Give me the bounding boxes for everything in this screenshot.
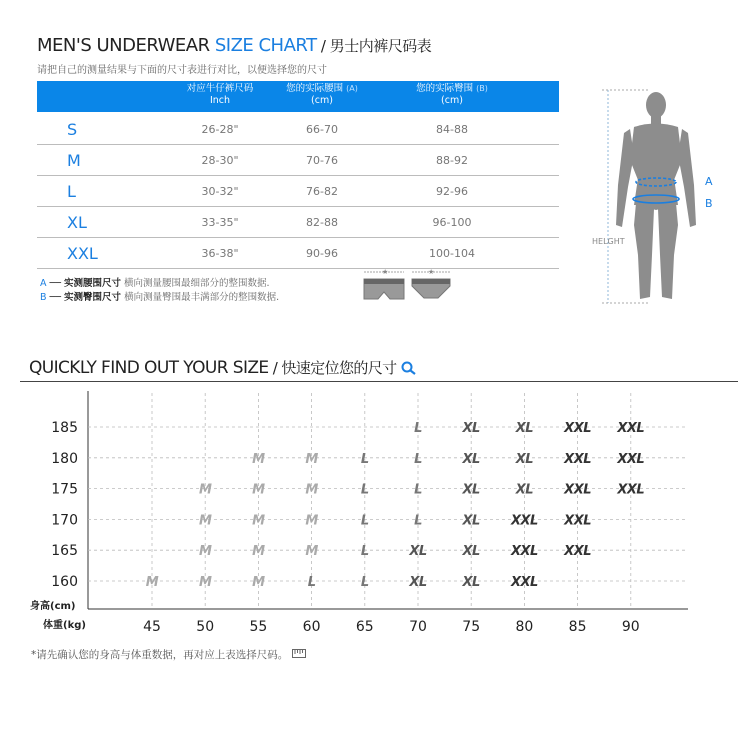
x-tick-label: 65 <box>355 619 374 635</box>
size-cell-xl: XL <box>462 513 480 529</box>
boxer-icon <box>364 268 404 299</box>
size-cell-xl: XL <box>409 575 427 590</box>
size-cell-xl: XL <box>462 451 480 467</box>
size-label: S <box>67 120 78 139</box>
footnote: *请先确认您的身高与体重数据，再对应上表选择尺码。 <box>31 647 306 662</box>
x-axis-label: 体重(kg) <box>43 620 86 631</box>
size-cell-m: M <box>305 544 318 560</box>
size-cell-xl: XL <box>515 451 534 467</box>
size-cell-xxl: XXL <box>564 421 592 436</box>
size-cell-xl: XL <box>462 575 480 590</box>
table-header <box>37 81 559 112</box>
underwear-icons <box>360 266 460 306</box>
y-tick-label: 170 <box>51 512 78 529</box>
size-chart-subtitle: 请把自己的测量结果与下面的尺寸表进行对比，以便选择您的尺寸 <box>37 65 327 76</box>
size-cell-xxl: XXL <box>510 544 538 560</box>
size-cell-m: M <box>198 482 212 498</box>
y-tick-label: 180 <box>51 450 78 467</box>
cell-waist: 70-76 <box>306 154 338 167</box>
x-tick-label: 45 <box>143 619 161 635</box>
x-tick-label: 90 <box>621 619 640 635</box>
size-cell-l: L <box>307 575 316 590</box>
size-cell-m: M <box>198 513 212 529</box>
cell-inch: 36-38" <box>201 247 239 260</box>
size-cell-m: M <box>252 482 265 498</box>
size-cell-xxl: XXL <box>564 544 592 560</box>
size-cell-l: L <box>414 421 422 436</box>
x-tick-label: 60 <box>302 619 321 635</box>
header-waist: 您的实际腰围 (A) (cm) <box>286 83 358 106</box>
size-cell-xxl: XXL <box>617 482 645 498</box>
size-cell-l: L <box>360 513 369 529</box>
y-tick-label: 185 <box>51 420 78 436</box>
size-cell-l: L <box>414 451 422 467</box>
cell-hip: 96-100 <box>432 216 472 229</box>
title-cn: / 男士内裤尺码表 <box>316 37 432 55</box>
size-label: XXL <box>67 244 98 263</box>
size-cell-m: M <box>252 575 265 590</box>
label-a: A <box>705 175 713 188</box>
size-cell-l: L <box>360 575 369 590</box>
cell-hip: 92-96 <box>436 185 468 198</box>
size-finder-grid <box>0 385 750 640</box>
cell-inch: 30-32" <box>201 185 239 198</box>
size-cell-xl: XL <box>462 482 480 498</box>
header-inch: 对应牛仔裤尺码 Inch <box>186 83 254 106</box>
table-row <box>37 175 559 207</box>
size-cell-xxl: XXL <box>564 451 592 467</box>
x-tick-label: 55 <box>249 619 268 635</box>
size-cell-xl: XL <box>462 421 480 436</box>
height-label: HELGHT <box>592 237 625 246</box>
size-cell-xxl: XXL <box>617 451 645 467</box>
size-cell-xxl: XXL <box>617 421 645 436</box>
cell-waist: 76-82 <box>306 185 338 198</box>
size-label: L <box>67 182 76 201</box>
table-row <box>37 206 559 238</box>
size-cell-xxl: XXL <box>564 513 592 529</box>
cell-inch: 26-28" <box>201 123 239 136</box>
size-cell-l: L <box>360 482 369 498</box>
finder-title-cn: / 快速定位您的尺寸 <box>268 359 397 377</box>
table-row <box>37 113 559 145</box>
size-cell-l: L <box>360 451 369 467</box>
size-cell-xl: XL <box>515 421 534 436</box>
x-tick-label: 70 <box>409 619 427 635</box>
size-cell-l: L <box>414 482 422 498</box>
svg-text:★: ★ <box>382 268 389 276</box>
finder-title-en: QUICKLY FIND OUT YOUR SIZE <box>29 358 269 378</box>
size-cell-m: M <box>198 575 212 590</box>
cell-hip: 88-92 <box>436 154 468 167</box>
table-row <box>37 237 559 269</box>
x-tick-label: 80 <box>515 619 534 635</box>
cell-waist: 82-88 <box>306 216 338 229</box>
cell-waist: 66-70 <box>306 123 338 136</box>
brief-icon <box>412 268 450 298</box>
note-waist: A ── 实测腰围尺寸 横向测量腰围最细部分的整围数据. <box>40 278 270 289</box>
size-cell-xxl: XXL <box>510 513 538 529</box>
size-label: XL <box>67 213 87 232</box>
size-cell-l: L <box>360 544 369 560</box>
title-en: MEN'S UNDERWEAR <box>37 35 215 56</box>
size-cell-m: M <box>305 513 318 529</box>
y-tick-label: 165 <box>51 543 78 560</box>
size-cell-m: M <box>252 451 265 467</box>
table-row <box>37 144 559 176</box>
size-cell-xl: XL <box>462 544 480 560</box>
search-icon <box>401 361 417 375</box>
cell-waist: 90-96 <box>306 247 338 260</box>
body-figure <box>590 85 730 310</box>
size-cell-m: M <box>252 513 265 529</box>
cell-inch: 33-35" <box>201 216 239 229</box>
size-cell-l: L <box>414 513 422 529</box>
size-cell-m: M <box>305 451 318 467</box>
cell-hip: 100-104 <box>429 247 475 260</box>
x-tick-label: 50 <box>196 619 215 635</box>
y-tick-label: 175 <box>51 481 78 498</box>
size-cell-xxl: XXL <box>564 482 592 498</box>
y-axis-label: 身高(cm) <box>30 601 76 612</box>
size-cell-m: M <box>145 575 159 590</box>
y-tick-label: 160 <box>51 574 78 590</box>
cell-inch: 28-30" <box>201 154 239 167</box>
note-hip: B ── 实测臀围尺寸 横向测量臀围最丰满部分的整围数据. <box>40 292 280 303</box>
size-cell-m: M <box>305 482 318 498</box>
size-label: M <box>67 151 81 170</box>
label-b: B <box>705 197 713 210</box>
size-cell-xl: XL <box>409 544 427 560</box>
size-cell-m: M <box>198 544 212 560</box>
cell-hip: 84-88 <box>436 123 468 136</box>
x-tick-label: 85 <box>568 619 587 635</box>
x-tick-label: 75 <box>462 619 481 635</box>
size-cell-xxl: XXL <box>510 575 538 590</box>
title-en-highlight: SIZE CHART <box>214 35 317 56</box>
finder-title <box>29 357 417 378</box>
header-hip: 您的实际臀围 (B) (cm) <box>416 83 488 106</box>
size-chart-title <box>37 35 431 56</box>
size-cell-m: M <box>252 544 265 560</box>
section-divider <box>20 381 738 382</box>
svg-text:★: ★ <box>428 268 435 276</box>
ruler-icon <box>292 648 306 659</box>
size-cell-xl: XL <box>515 482 534 498</box>
